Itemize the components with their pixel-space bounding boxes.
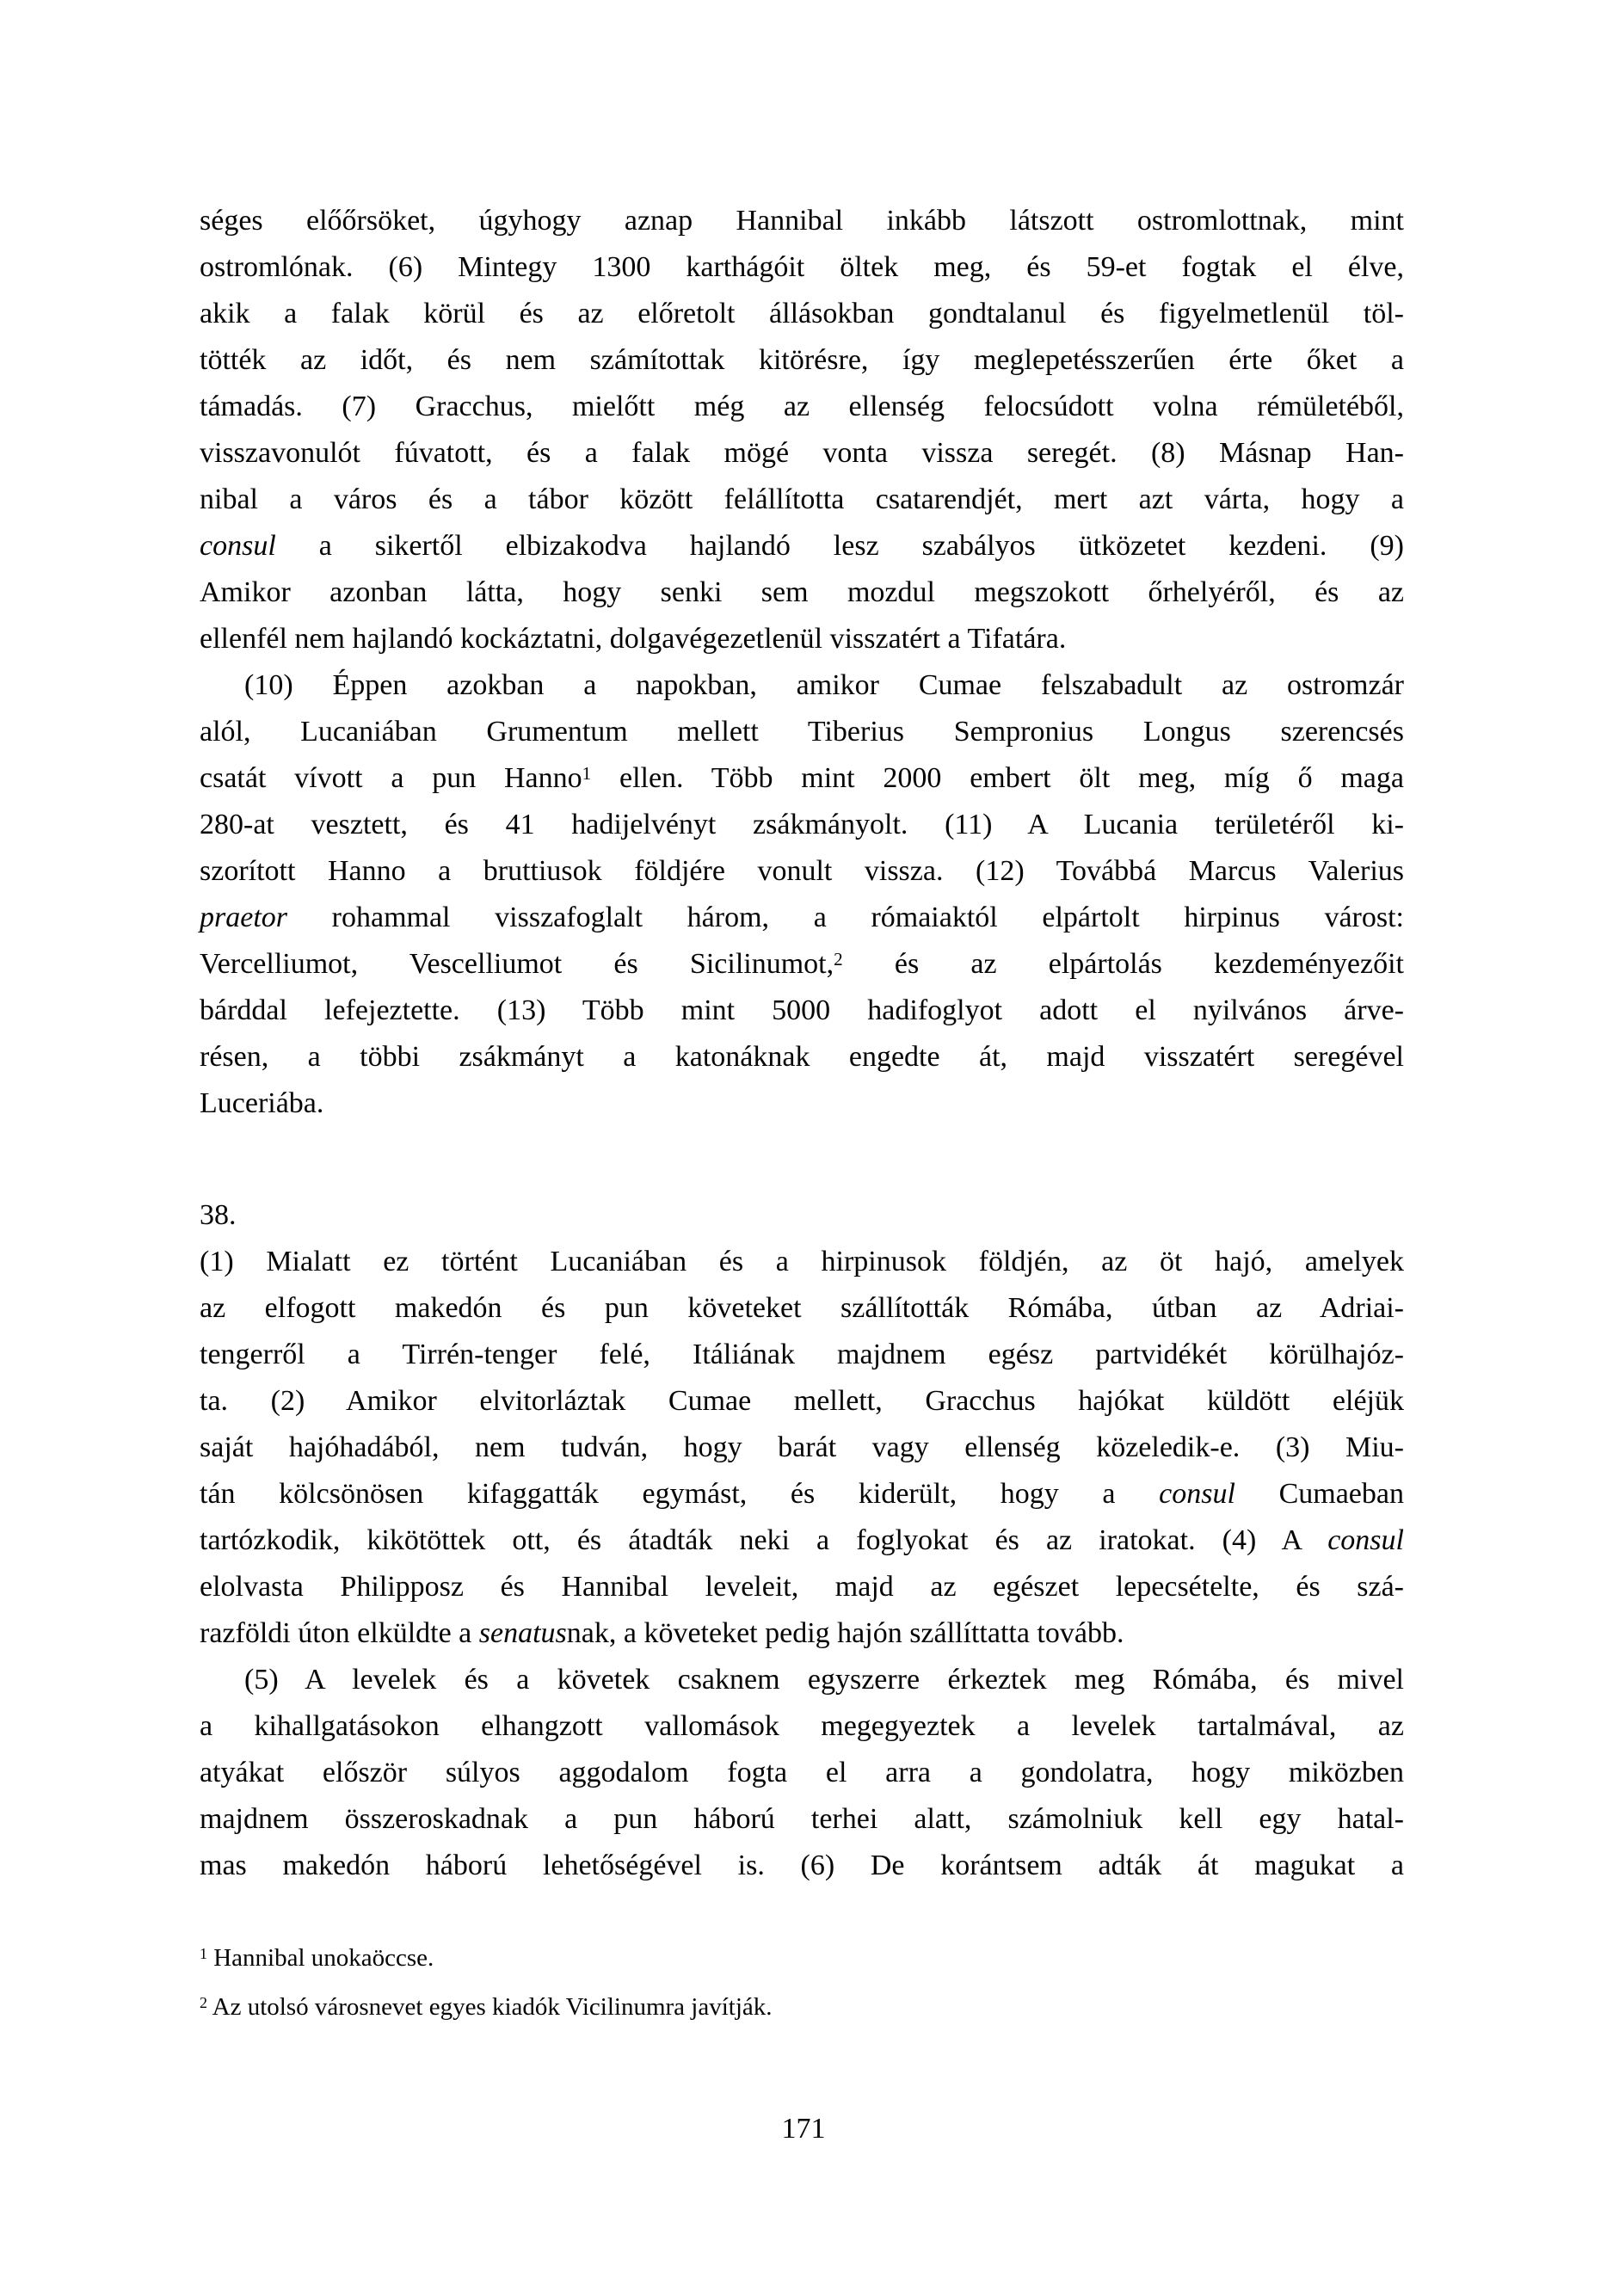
text-segment: résen, a többi zsákmányt a katonáknak engedte át, majd visszatért seregével (200, 1041, 1404, 1073)
text-line (200, 1471, 1404, 1517)
text-segment: szorított Hanno a bruttiusok földjére vonult vissza. (12) Továbbá Marcus Valerius (200, 855, 1404, 887)
italic-term: consul (1159, 1478, 1235, 1510)
text-line (200, 1378, 1404, 1425)
text-segment: séges előőrsöket, úgyhogy aznap Hannibal inkább látszott ostromlottnak, mint (200, 205, 1404, 237)
footnotes (200, 1934, 1404, 2032)
text-line (200, 244, 1404, 291)
text-segment: (10) Éppen azokban a napokban, amikor Cumae felszabadult az ostromzár (244, 669, 1404, 701)
italic-term: senatus (478, 1617, 567, 1649)
text-line (200, 1517, 1404, 1564)
page-number: 171 (781, 2113, 826, 2145)
text-segment: saját hajóhadából, nem tudván, hogy barát vagy ellenség közeledik-e. (3) Miu- (200, 1431, 1404, 1463)
text-line (200, 430, 1404, 477)
text-line (200, 1983, 1404, 2032)
text-segment: az elfogott makedón és pun követeket szállították Rómába, útban az Adriai- (200, 1292, 1404, 1324)
text-segment: nak, a követeket pedig hajón szállíttatta tovább. (566, 1617, 1124, 1649)
text-segment: Hannibal unokaöccse. (206, 1944, 434, 1972)
text-line (200, 1564, 1404, 1610)
text-segment: (1) Mialatt ez történt Lucaniában és a hirpinusok földjén, az öt hajó, amelyek (200, 1246, 1404, 1277)
text-line (200, 895, 1404, 941)
text-line (200, 523, 1404, 569)
text-line (200, 709, 1404, 755)
text-line (200, 569, 1404, 616)
text-line (200, 291, 1404, 337)
text-segment: a sikertől elbizakodva hajlandó lesz szabályos ütközetet kezdeni. (9) (275, 530, 1404, 562)
text-segment: elolvasta Philipposz és Hannibal leveleit, majd az egészet lepecsételte, és szá- (200, 1571, 1404, 1603)
text-segment: alól, Lucaniában Grumentum mellett Tiberius Sempronius Longus szerencsés (200, 716, 1404, 748)
text-line (200, 1034, 1404, 1080)
text-line (200, 662, 1404, 709)
text-segment: akik a falak körül és az előretolt állásokban gondtalanul és figyelmetlenül töl- (200, 298, 1404, 329)
text-segment: mas makedón háború lehetőségével is. (6) De korántsem adták át magukat a (200, 1850, 1404, 1881)
text-segment: (5) A levelek és a követek csaknem egyszerre érkeztek meg Rómába, és mivel (244, 1664, 1404, 1696)
text-segment: csatát vívott a pun Hanno (200, 762, 582, 794)
text-segment: támadás. (7) Gracchus, mielőtt még az ellenség felocsúdott volna rémületéből, (200, 391, 1404, 422)
text-line (200, 198, 1404, 244)
footnote-reference: 1 (582, 762, 592, 784)
text-segment: ellenfél nem hajlandó kockáztatni, dolgavégezetlenül visszatért a Tifatára. (200, 623, 1067, 655)
text-line (200, 616, 1404, 662)
text-line (200, 384, 1404, 430)
text-line (200, 1239, 1404, 1285)
text-line (200, 1934, 1404, 1983)
italic-term: praetor (200, 902, 287, 933)
text-segment: tötték az időt, és nem számítottak kitörésre, így meglepetésszerűen érte őket a (200, 344, 1404, 376)
text-line (200, 1425, 1404, 1471)
text-line (200, 755, 1404, 802)
text-line (200, 1610, 1404, 1657)
text-segment: Luceriába. (200, 1087, 324, 1119)
text-segment: a kihallgatásokon elhangzott vallomások megegyeztek a levelek tartalmával, az (200, 1710, 1404, 1742)
text-segment: ta. (2) Amikor elvitorláztak Cumae mellett, Gracchus hajókat küldött eléjük (200, 1385, 1404, 1417)
text-line (200, 1750, 1404, 1796)
italic-term: consul (1327, 1524, 1404, 1556)
text-segment: ellen. Több mint 2000 embert ölt meg, míg ő maga (591, 762, 1404, 794)
text-segment: bárddal lefejeztette. (13) Több mint 5000 hadifoglyot adott el nyilvános árve- (200, 994, 1404, 1026)
text-segment: Az utolsó városnevet egyes kiadók Vicilinumra javítják. (206, 1993, 773, 2021)
text-line (200, 988, 1404, 1034)
text-segment: ostromlónak. (6) Mintegy 1300 karthágóit öltek meg, és 59-et fogtak el élve, (200, 251, 1404, 283)
text-segment: rohammal visszafoglalt három, a rómaiaktól elpártolt hirpinus várost: (287, 902, 1404, 933)
italic-term: consul (200, 530, 276, 562)
text-line (200, 802, 1404, 848)
text-segment: Cumaeban (1234, 1478, 1404, 1510)
text-segment: tán kölcsönösen kifaggatták egymást, és kiderült, hogy a (200, 1478, 1160, 1510)
text-segment: Amikor azonban látta, hogy senki sem mozdul megszokott őrhelyéről, és az (200, 576, 1404, 608)
text-segment: Vercelliumot, Vescelliumot és Sicilinumot, (200, 948, 834, 980)
text-line (200, 1843, 1404, 1889)
footnote-reference: 2 (200, 1993, 207, 2011)
text-line (200, 337, 1404, 384)
text-line (200, 1080, 1404, 1127)
text-segment: 280-at vesztett, és 41 hadijelvényt zsákmányolt. (11) A Lucania területéről ki- (200, 809, 1404, 840)
text-segment: visszavonulót fúvatott, és a falak mögé vonta vissza seregét. (8) Másnap Han- (200, 437, 1404, 469)
text-line (200, 1703, 1404, 1750)
text-line (200, 941, 1404, 988)
text-segment: atyákat először súlyos aggodalom fogta el arra a gondolatra, hogy miközben (200, 1757, 1404, 1788)
text-line (200, 477, 1404, 523)
footnote-reference: 1 (200, 1944, 207, 1962)
text-line (200, 1285, 1404, 1332)
text-line (200, 1796, 1404, 1843)
text-segment: tartózkodik, kikötöttek ott, és átadták neki a foglyokat és az iratokat. (4) A (200, 1524, 1328, 1556)
text-segment: tengerről a Tirrén-tenger felé, Itáliának majdnem egész partvidékét körülhajóz- (200, 1339, 1404, 1370)
text-segment: majdnem összeroskadnak a pun háború terhei alatt, számolniuk kell egy hatal- (200, 1803, 1404, 1835)
text-line (200, 1657, 1404, 1703)
text-line (200, 848, 1404, 895)
body-text-block-2 (200, 1239, 1404, 1889)
text-segment: razföldi úton elküldte a (200, 1617, 479, 1649)
text-line (200, 1332, 1404, 1378)
section-heading: 38. (200, 1199, 237, 1231)
footnote-reference: 2 (834, 948, 843, 969)
body-text-block-1 (200, 198, 1404, 1127)
text-segment: és az elpártolás kezdeményezőit (842, 948, 1404, 980)
text-segment: nibal a város és a tábor között felállította csatarendjét, mert azt várta, hogy a (200, 483, 1404, 515)
